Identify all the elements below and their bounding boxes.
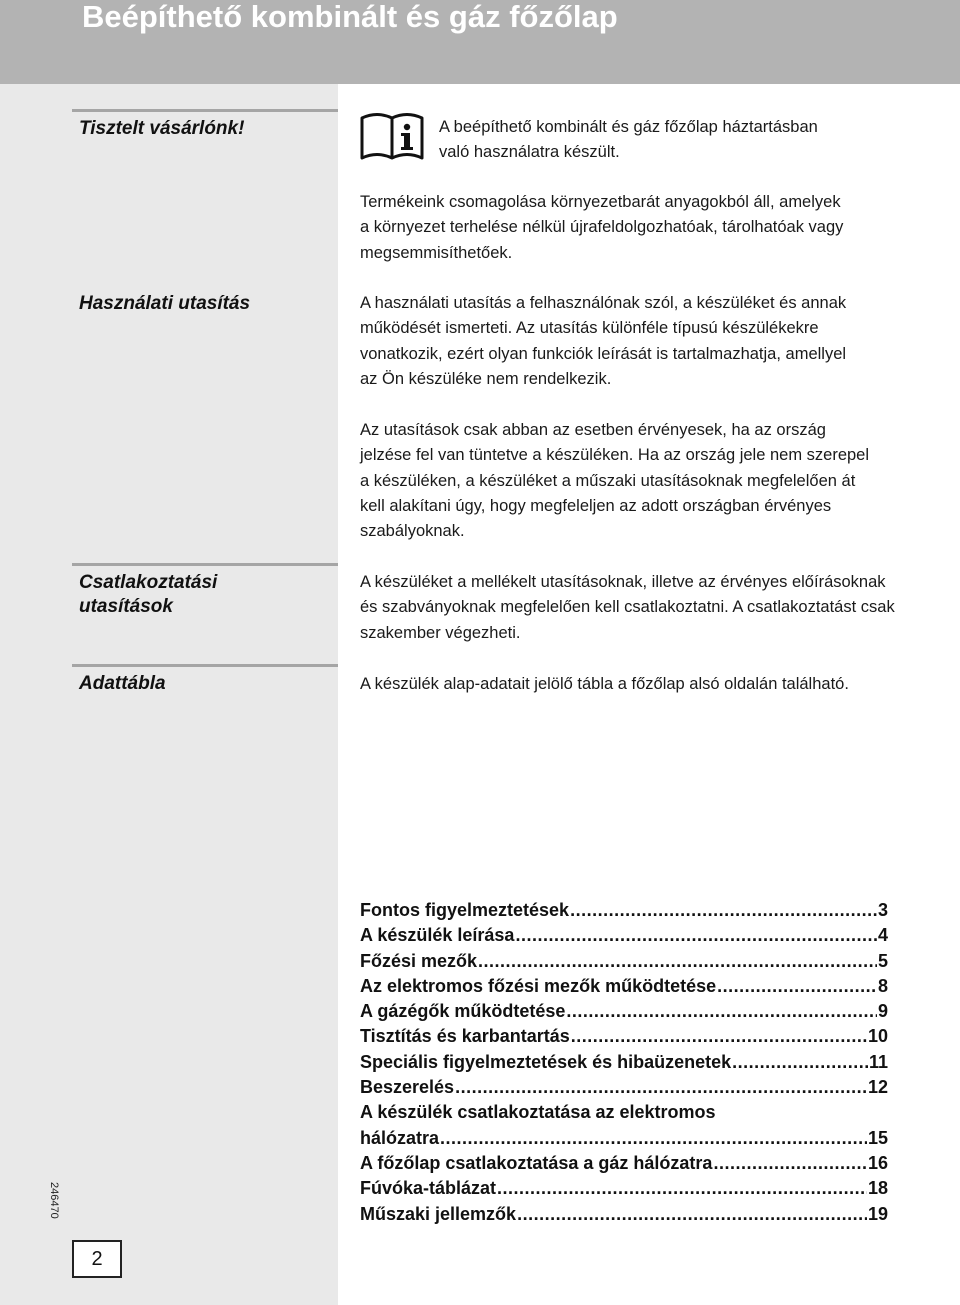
toc-title: A gázégők működtetése bbox=[360, 1001, 566, 1022]
toc-leader bbox=[515, 923, 877, 948]
connection-label-line1: Csatlakoztatási bbox=[79, 572, 218, 593]
toc-entry[interactable] bbox=[360, 1176, 888, 1201]
toc-entry[interactable] bbox=[360, 1126, 888, 1151]
toc-page: 12 bbox=[867, 1077, 888, 1098]
toc-entry[interactable] bbox=[360, 999, 888, 1024]
toc-page: 4 bbox=[877, 925, 888, 946]
toc-leader bbox=[517, 1202, 867, 1227]
page-title: Beépíthető kombinált és gáz főzőlap bbox=[82, 0, 618, 34]
toc-entry[interactable] bbox=[360, 1151, 888, 1176]
intro-line1: A beépíthető kombinált és gáz főzőlap háztartásban bbox=[439, 118, 818, 136]
connection-label-line2: utasítások bbox=[79, 596, 173, 617]
intro-paragraph bbox=[439, 115, 919, 166]
toc-entry[interactable] bbox=[360, 898, 888, 923]
sidebar-heading-usage bbox=[72, 292, 338, 316]
toc-leader bbox=[440, 1126, 867, 1151]
toc-title: A főzőlap csatlakoztatása a gáz hálózatra bbox=[360, 1152, 713, 1173]
toc-page: 10 bbox=[867, 1026, 888, 1047]
toc-entry[interactable] bbox=[360, 949, 888, 974]
intro-line2: való használatra készült. bbox=[439, 143, 620, 162]
page-number-box bbox=[72, 1240, 122, 1278]
toc-title: Speciális figyelmeztetések és hibaüzenetek bbox=[360, 1051, 732, 1072]
toc-page: 3 bbox=[877, 900, 888, 920]
toc-entry[interactable] bbox=[360, 1050, 888, 1075]
nameplate-paragraph: A készülék alap-adatait jelölő tábla a főzőlap alsó oldalán található. bbox=[360, 675, 849, 693]
sidebar bbox=[0, 84, 338, 1305]
toc-page: 19 bbox=[867, 1203, 888, 1224]
packaging-paragraph: Termékeink csomagolása környezetbarát anyagokból áll, amelyek a környezet terhelése nélkül újrafeldolgozhatóak, tárolhatóak vagy megsemmisíthetőek. bbox=[360, 193, 844, 262]
greeting-label: Tisztelt vásárlónk! bbox=[79, 118, 245, 139]
table-of-contents bbox=[360, 898, 888, 1227]
toc-leader bbox=[571, 1024, 867, 1049]
country-paragraph: Az utasítások csak abban az esetben érvényesek, ha az ország jelzése fel van tüntetve a készüléken. Ha az ország jele nem szerepel a készüléken, a készüléket a műszaki utasításoknak megfelelően át kell alakítani úgy, hogy megfeleljen az adott országban érvényes szabályoknak. bbox=[360, 421, 870, 541]
toc-entry[interactable] bbox=[360, 923, 888, 948]
sidebar-heading-connection bbox=[72, 563, 338, 619]
toc-title: A készülék leírása bbox=[360, 925, 515, 946]
toc-page: 16 bbox=[867, 1152, 888, 1173]
toc-entry[interactable] bbox=[360, 1075, 888, 1100]
sidebar-heading-nameplate bbox=[72, 664, 338, 696]
toc-page: 18 bbox=[867, 1178, 888, 1199]
toc-leader bbox=[732, 1050, 868, 1075]
toc-leader bbox=[455, 1075, 867, 1100]
page-number: 2 bbox=[91, 1248, 103, 1270]
toc-entry[interactable] bbox=[360, 1024, 888, 1049]
nameplate-label: Adattábla bbox=[79, 673, 166, 694]
usage-paragraph: A használati utasítás a felhasználónak szól, a készüléket és annak működését ismerteti. Az utasítás különféle típusú készülékekre vonatkozik, ezért olyan funkciók leírását is tartalmazhatja, amellyel az Ön készüléke nem rendelkezik. bbox=[360, 294, 847, 388]
toc-title: Fúvóka-táblázat bbox=[360, 1178, 497, 1199]
document-code-text: 246470 bbox=[48, 1182, 60, 1219]
toc-entry[interactable] bbox=[360, 974, 888, 999]
toc-title-line1: A készülék csatlakoztatása az elektromos bbox=[360, 1102, 716, 1123]
toc-page: 11 bbox=[868, 1051, 888, 1072]
toc-entry[interactable] bbox=[360, 1202, 888, 1227]
toc-title: Az elektromos főzési mezők működtetése bbox=[360, 975, 717, 996]
toc-page: 9 bbox=[877, 1001, 888, 1022]
toc-leader bbox=[570, 898, 877, 923]
toc-leader bbox=[717, 974, 877, 999]
toc-leader bbox=[713, 1151, 867, 1176]
document-code bbox=[46, 1182, 66, 1222]
toc-title: Beszerelés bbox=[360, 1077, 455, 1098]
sidebar-heading-greeting bbox=[72, 109, 338, 141]
page-header bbox=[0, 0, 960, 84]
usage-label: Használati utasítás bbox=[79, 293, 251, 314]
toc-title: Főzési mezők bbox=[360, 950, 478, 971]
toc-title: Műszaki jellemzők bbox=[360, 1203, 517, 1224]
connection-paragraph: A készüléket a mellékelt utasításoknak, illetve az érvényes előírásoknak és szabványoknak megfelelően kell csatlakoztatni. A csatlakoztatást csak szakember végezheti. bbox=[360, 573, 895, 642]
toc-title: Fontos figyelmeztetések bbox=[360, 900, 570, 920]
toc-leader bbox=[566, 999, 877, 1024]
toc-title: hálózatra bbox=[360, 1127, 440, 1148]
toc-page: 5 bbox=[877, 950, 888, 971]
toc-leader bbox=[478, 949, 877, 974]
toc-title: Tisztítás és karbantartás bbox=[360, 1026, 570, 1047]
info-book-icon bbox=[360, 110, 424, 160]
toc-leader bbox=[497, 1176, 867, 1201]
toc-page: 8 bbox=[877, 975, 888, 996]
toc-page: 15 bbox=[867, 1127, 888, 1148]
